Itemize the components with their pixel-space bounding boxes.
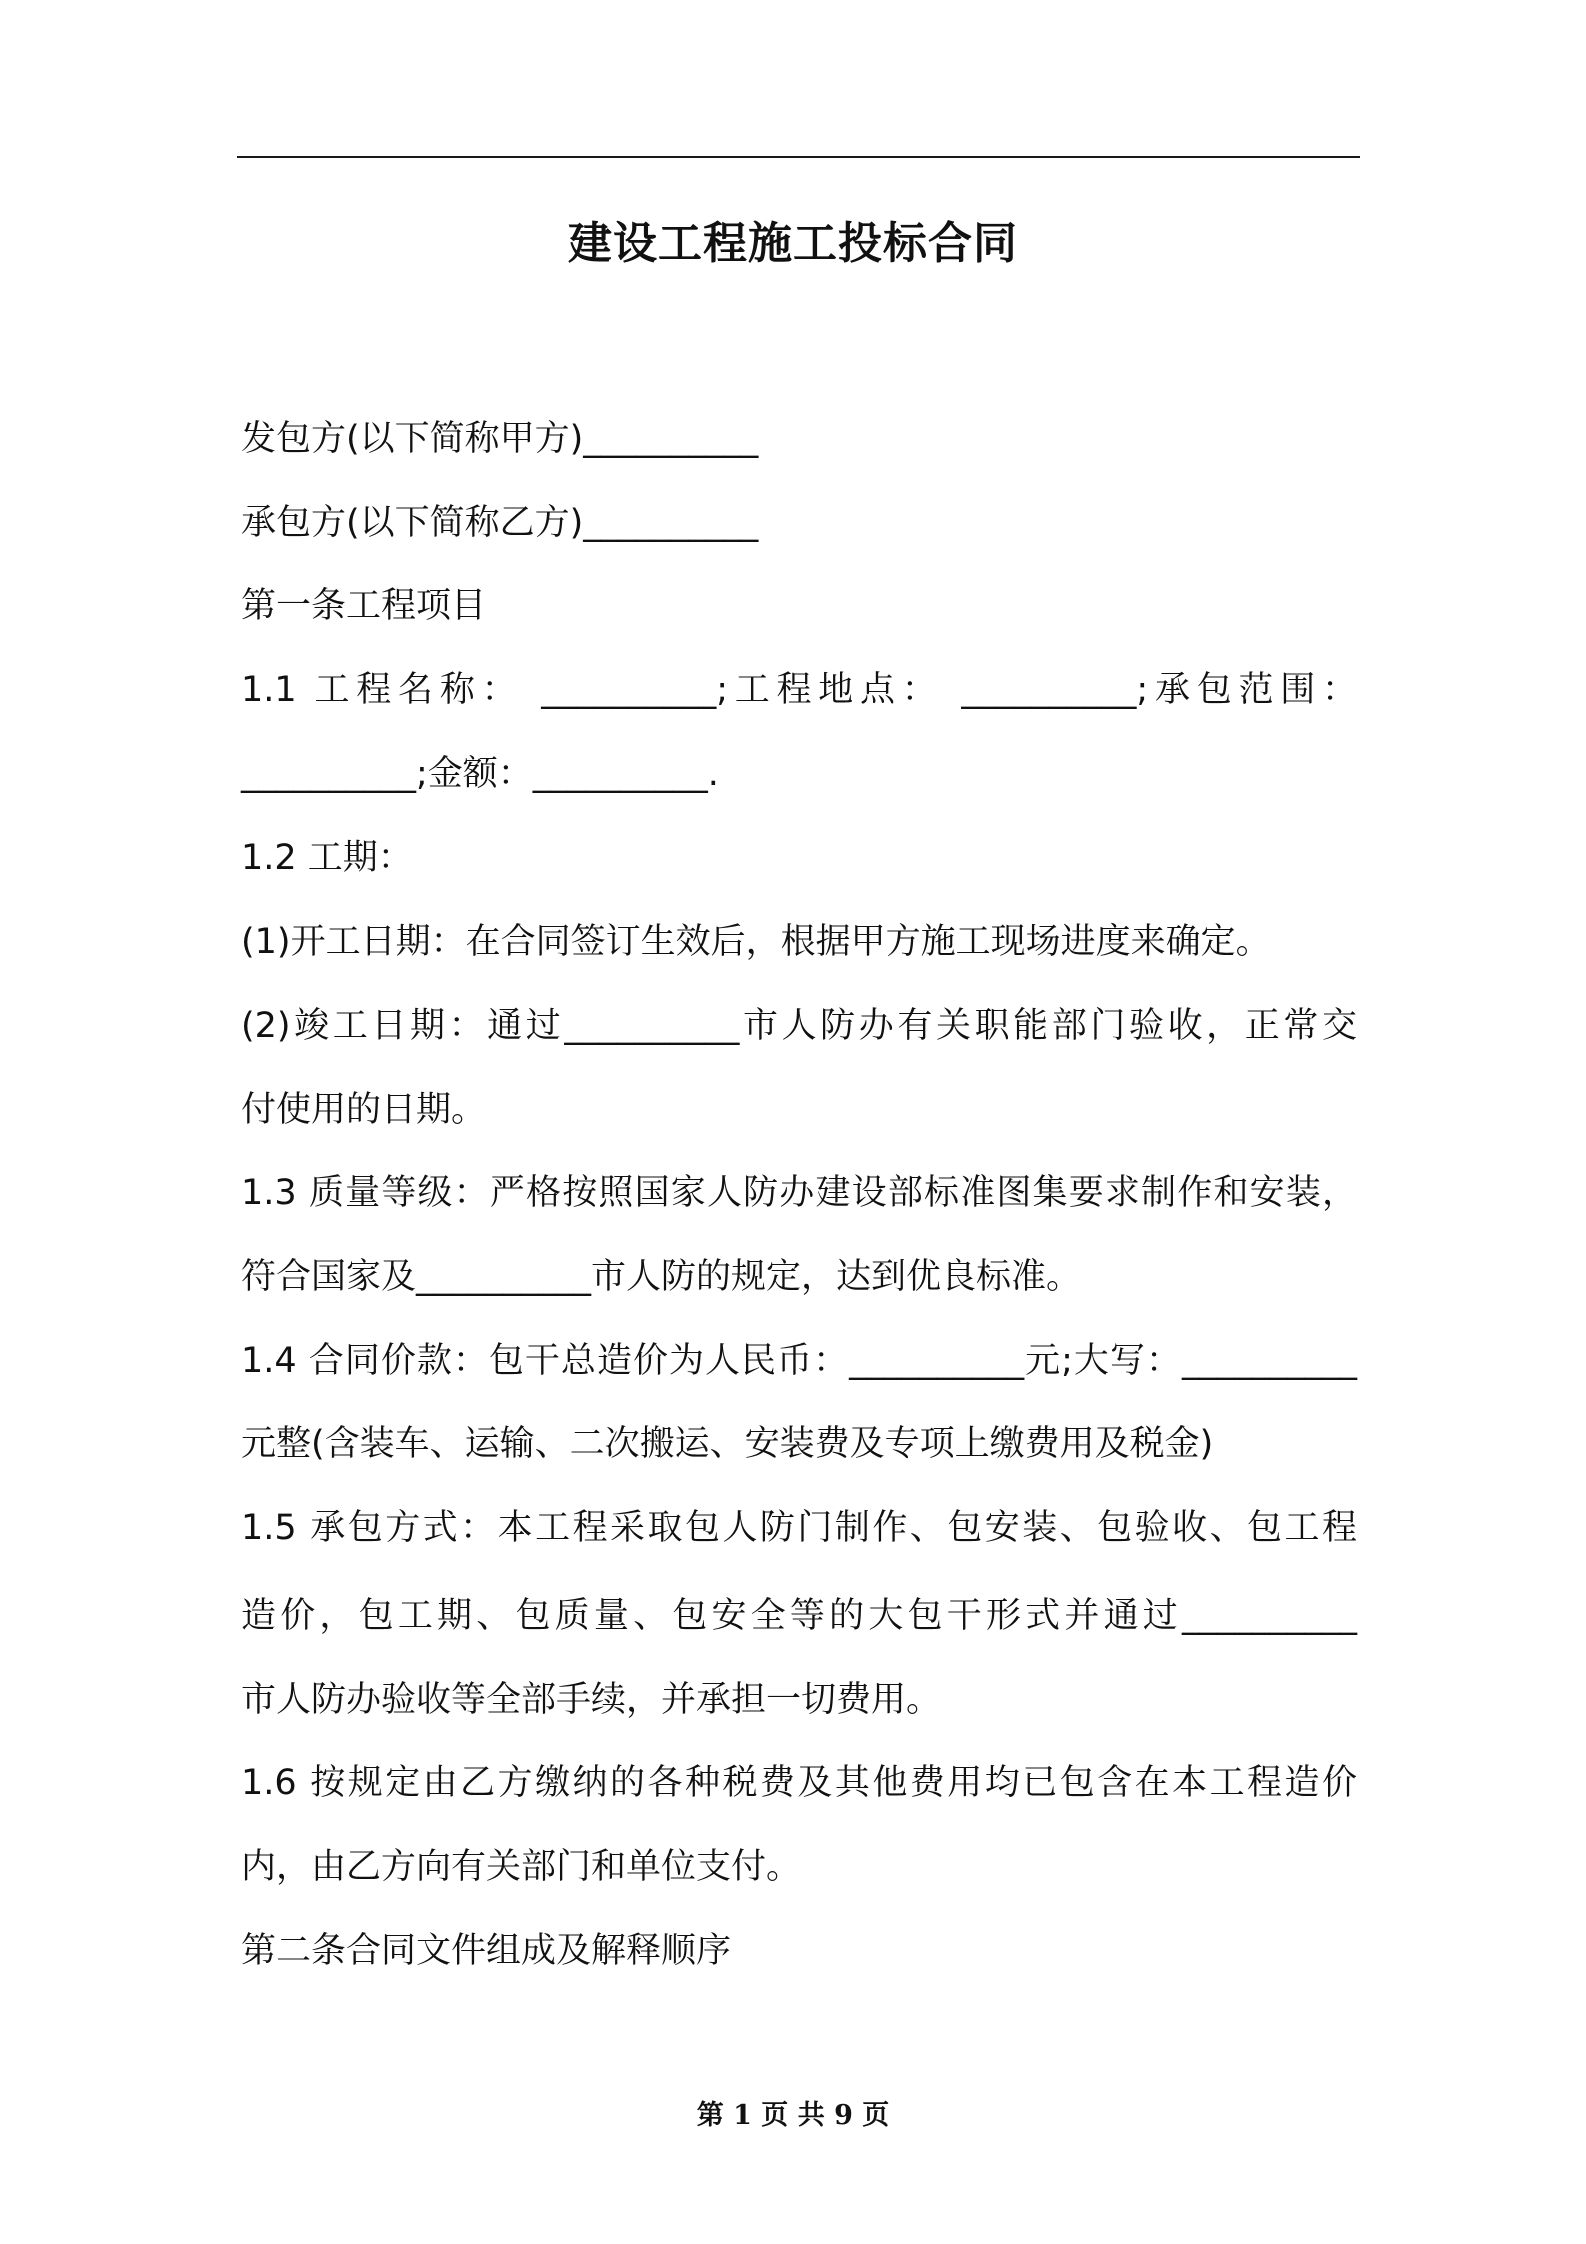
clause-1-2-end-date-line-1: (2)竣工日期：通过__________市人防办有关职能部门验收，正常交 <box>241 1006 1357 1046</box>
clause-1-6-line-1: 1.6 按规定由乙方缴纳的各种税费及其他费用均已包含在本工程造价 <box>241 1763 1357 1803</box>
clause-1-2-end-date-line-2: 付使用的日期。 <box>241 1090 487 1130</box>
clause-1-5-line-2: 造价，包工期、包质量、包安全等的大包干形式并通过__________ <box>241 1596 1357 1636</box>
party-b-line: 承包方(以下简称乙方)__________ <box>241 503 759 543</box>
section-1-heading: 第一条工程项目 <box>241 586 487 626</box>
clause-1-1-line-1: 1.1 工程名称： __________;工程地点： __________;承包范围： <box>241 670 1357 710</box>
clause-1-4-line-1: 1.4 合同价款：包干总造价为人民币：__________元;大写：__________ <box>241 1341 1357 1381</box>
clause-1-4-line-2: 元整(含装车、运输、二次搬运、安装费及专项上缴费用及税金) <box>241 1424 1214 1464</box>
party-a-line: 发包方(以下简称甲方)__________ <box>241 419 759 459</box>
header-rule <box>237 156 1360 158</box>
clause-1-6-line-2: 内，由乙方向有关部门和单位支付。 <box>241 1847 802 1887</box>
clause-1-2-start-date: (1)开工日期：在合同签订生效后，根据甲方施工现场进度来确定。 <box>241 922 1271 962</box>
document-title: 建设工程施工投标合同 <box>568 218 1018 269</box>
clause-1-2-heading: 1.2 工期： <box>241 838 413 878</box>
page-footer: 第 1 页 共 9 页 <box>696 2100 890 2131</box>
clause-1-5-line-3: 市人防办验收等全部手续，并承担一切费用。 <box>241 1680 942 1720</box>
clause-1-3-line-2: 符合国家及__________市人防的规定，达到优良标准。 <box>241 1257 1082 1297</box>
clause-1-1-line-2: __________;金额：__________. <box>241 754 719 794</box>
section-2-heading: 第二条合同文件组成及解释顺序 <box>241 1931 732 1971</box>
clause-1-5-line-1: 1.5 承包方式：本工程采取包人防门制作、包安装、包验收、包工程 <box>241 1508 1357 1548</box>
clause-1-3-line-1: 1.3 质量等级：严格按照国家人防办建设部标准图集要求制作和安装， <box>241 1173 1357 1213</box>
